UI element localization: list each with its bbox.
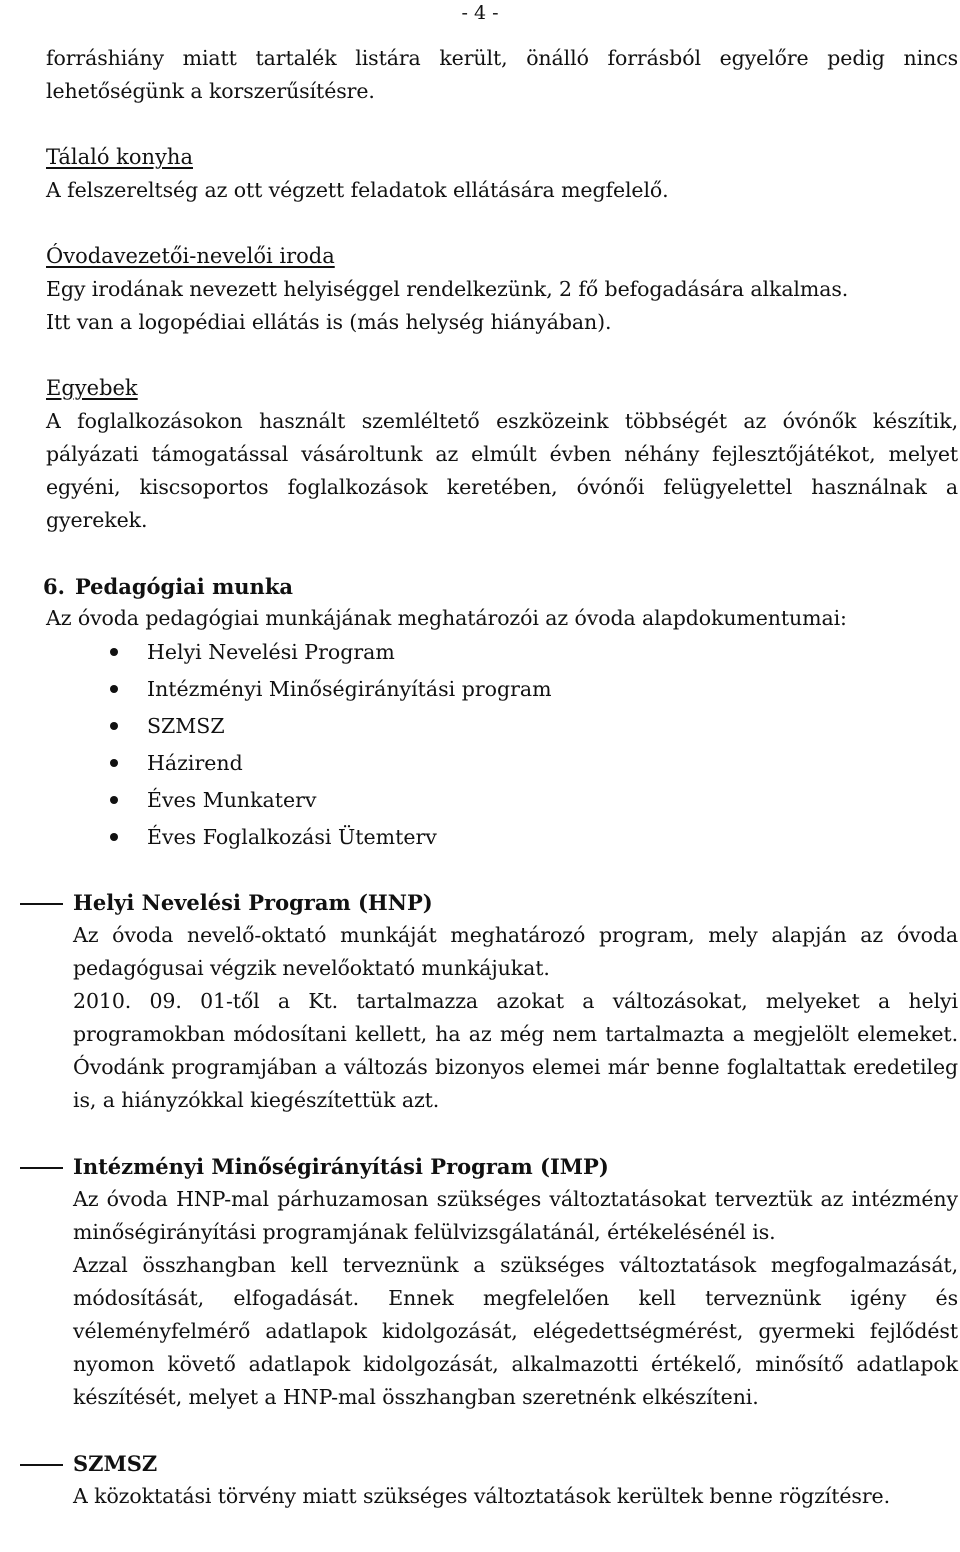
chapter-heading (43, 570, 958, 603)
subsection-hnp (46, 886, 958, 1117)
section-text: Itt van a logopédiai ellátás is (más helység hiányában). (46, 310, 612, 334)
bullet-icon (110, 759, 118, 767)
list-item: Éves Foglalkozási Ütemterv (46, 819, 958, 856)
subsection-szmsz (46, 1447, 958, 1513)
page-number: - 4 - (461, 2, 499, 24)
document-list (46, 634, 958, 856)
section-text: Egy irodának nevezett helyiséggel rendelkezünk, 2 fő befogadására alkalmas. (46, 277, 849, 301)
bullet-icon (110, 648, 118, 656)
subsection-heading: SZMSZ (73, 1451, 158, 1476)
subsection-text: Azzal összhangban kell terveznünk a szükséges változtatások megfogalmazását, módosítását, elfogadását. Ennek megfelelően kell terveznünk igény és véleményfelmérő adatlapok kidolgozását, elégedettségmérést, gyermeki fejlődést nyomon követő adatlapok kidolgozását, alkalmazotti értékelő, minősítő adatlapok készítését, melyet a HNP-mal összhangban szeretnénk elkészíteni. (73, 1253, 958, 1409)
list-item: Intézményi Minőségirányítási program (46, 671, 958, 708)
section-text: A foglalkozásokon használt szemléltető eszközeink többségét az óvónők készítik, pályázati támogatással vásároltunk az elmúlt évben néhány fejlesztőjátékot, melyet egyéni, kiscsoportos foglalkozások keretében, óvónői felügyelettel használnak a gyerekek. (46, 409, 958, 532)
subsection-heading: Helyi Nevelési Program (HNP) (73, 890, 433, 915)
section-egyebek (46, 372, 958, 537)
dash-icon (20, 1464, 63, 1466)
subsection-text: A közoktatási törvény miatt szükséges változtatások kerültek benne rögzítésre. (73, 1484, 891, 1508)
intro-paragraph: forráshiány miatt tartalék listára került, önálló forrásból egyelőre pedig nincs lehetőségünk a korszerűsítésre. (46, 46, 958, 103)
bullet-icon (110, 722, 118, 730)
list-item: Helyi Nevelési Program (46, 634, 958, 671)
section-iroda (46, 240, 958, 339)
bullet-icon (110, 796, 118, 804)
subsection-text: 2010. 09. 01-től a Kt. tartalmazza azokat a változásokat, melyeket a helyi programokban módosítani kellett, ha az még nem tartalmazta a megjelölt elemeket. Óvodánk programjában a változás bizonyos elemei már benne foglaltattak eredetileg is, a hiányzókkal kiegészítettük azt. (73, 989, 958, 1112)
dash-icon (20, 903, 63, 905)
section-heading: Óvodavezetői-nevelői iroda (46, 244, 335, 268)
subsection-text: Az óvoda HNP-mal párhuzamosan szükséges változtatásokat terveztük az intézmény minőségirányítási programjának felülvizsgálatánál, értékelésénél is. (73, 1187, 958, 1244)
list-item: Éves Munkaterv (46, 782, 958, 819)
subsection-text: Az óvoda nevelő-oktató munkáját meghatározó program, mely alapján az óvoda pedagógusai végzik nevelőoktató munkájukat. (73, 923, 958, 980)
section-talalo-konyha (46, 141, 958, 207)
subsection-heading: Intézményi Minőségirányítási Program (IMP) (73, 1154, 609, 1179)
chapter-pedagogiai-munka (43, 570, 958, 856)
list-item: SZMSZ (46, 708, 958, 745)
section-heading: Tálaló konyha (46, 145, 193, 169)
dash-icon (20, 1167, 63, 1169)
document-body (43, 42, 958, 1513)
chapter-title: Pedagógiai munka (74, 574, 293, 599)
bullet-icon (110, 685, 118, 693)
list-item: Házirend (46, 745, 958, 782)
chapter-intro: Az óvoda pedagógiai munkájának meghatározói az óvoda alapdokumentumai: (46, 606, 847, 630)
section-heading: Egyebek (46, 376, 138, 400)
subsection-imp (46, 1150, 958, 1414)
chapter-number: 6. (43, 574, 65, 599)
bullet-icon (110, 833, 118, 841)
section-text: A felszereltség az ott végzett feladatok ellátására megfelelő. (46, 178, 669, 202)
